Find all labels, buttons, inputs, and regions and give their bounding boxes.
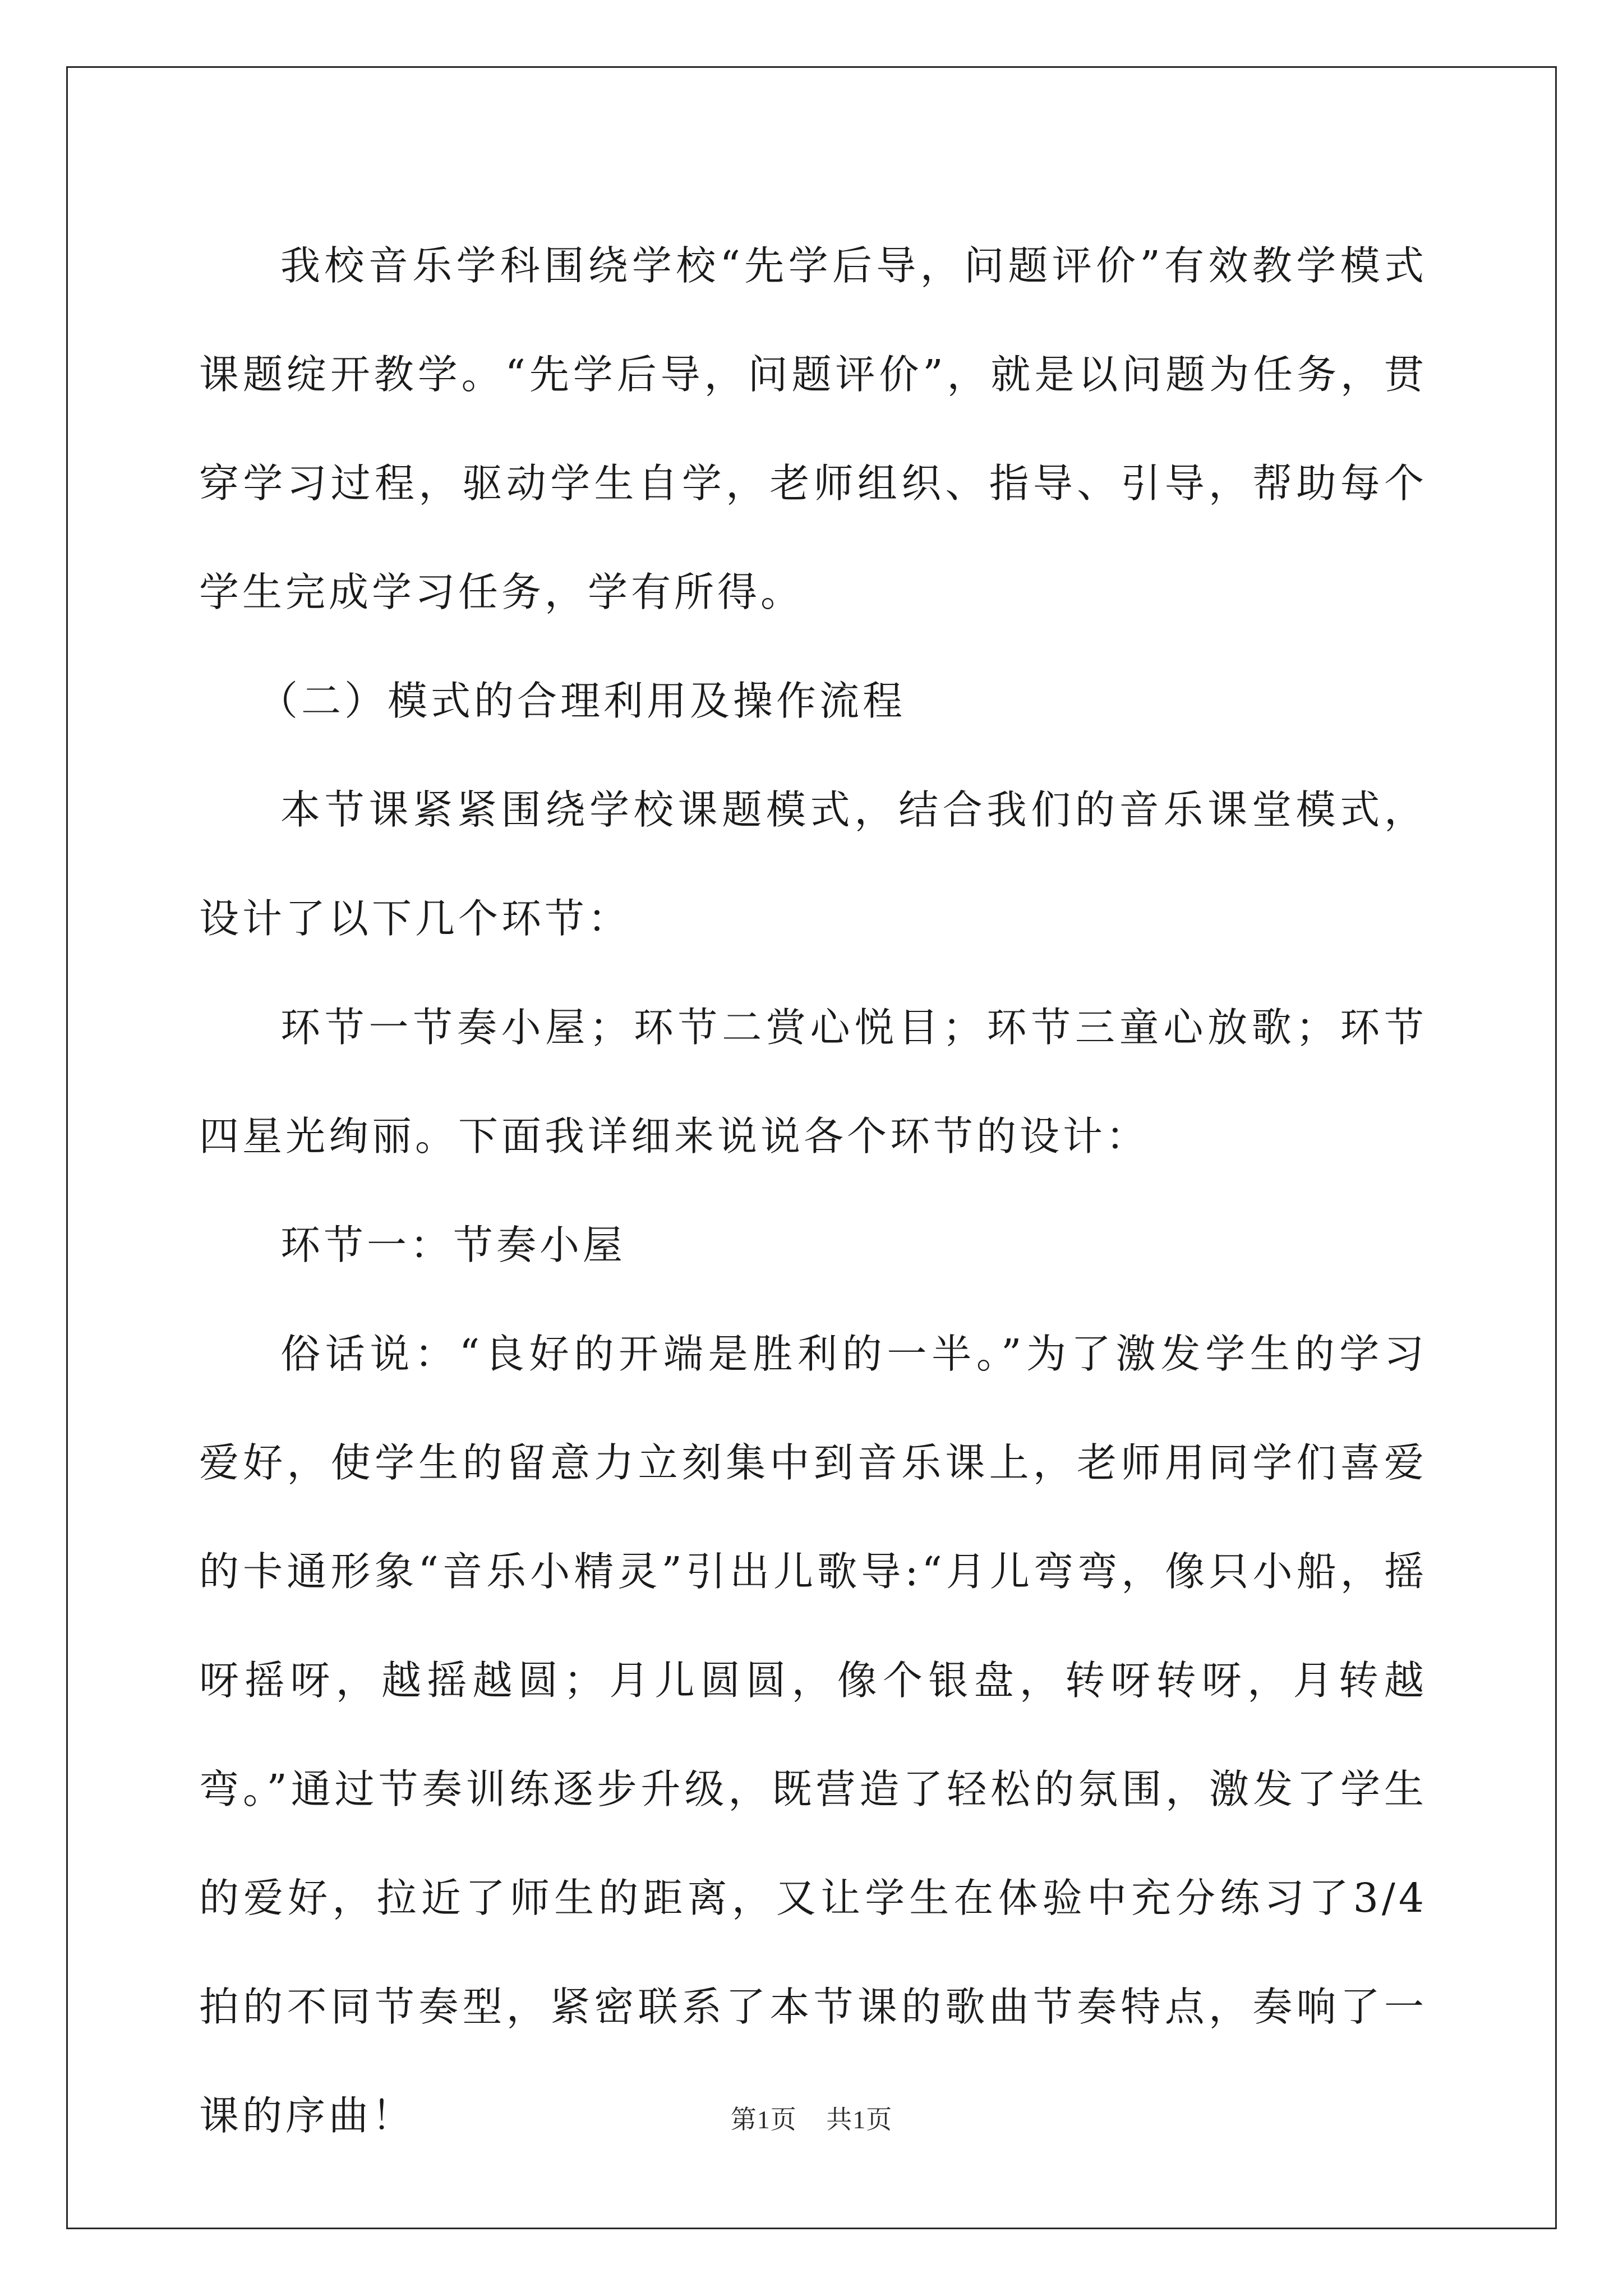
page-footer [0,2099,1623,2136]
paragraph-steps: 环节一节奏小屋；环节二赏心悦目；环节三童心放歌；环节四星光绚丽。下面我详细来说说各个环节的设计： [199,1004,1427,1159]
section-heading: （二）模式的合理利用及操作流程 [258,678,906,724]
page-total: 共1页 [826,2105,893,2134]
page-number: 第1页 [730,2105,797,2134]
document-body [199,211,1427,2170]
paragraph-intro: 我校音乐学科围绕学校“先学后导，问题评价”有效教学模式课题绽开教学。“先学后导，问题评价”，就是以问题为任务，贯穿学习过程，驱动学生自学，老师组织、指导、引导，帮助每个学生完成学习任务，学有所得。 [199,242,1427,615]
paragraph-step-one: 俗话说：“良好的开端是胜利的一半。”为了激发学生的学习爱好，使学生的留意力立刻集中到音乐课上，老师用同学们喜爱的卡通形象“音乐小精灵”引出儿歌导:“月儿弯弯，像只小船，摇呀摇呀，越摇越圆；月儿圆圆，像个银盘，转呀转呀，月转越弯。”通过节奏训练逐步升级，既营造了轻松的氛围，激发了学生的爱好，拉近了师生的距离，又让学生在体验中充分练习了3/4拍的不同节奏型，紧密联系了本节课的歌曲节奏特点，奏响了一课的序曲！ [199,1331,1427,2139]
paragraph-design: 本节课紧紧围绕学校课题模式，结合我们的音乐课堂模式，设计了以下几个环节： [199,786,1427,942]
subheading-step-one: 环节一：节奏小屋 [280,1222,626,1268]
